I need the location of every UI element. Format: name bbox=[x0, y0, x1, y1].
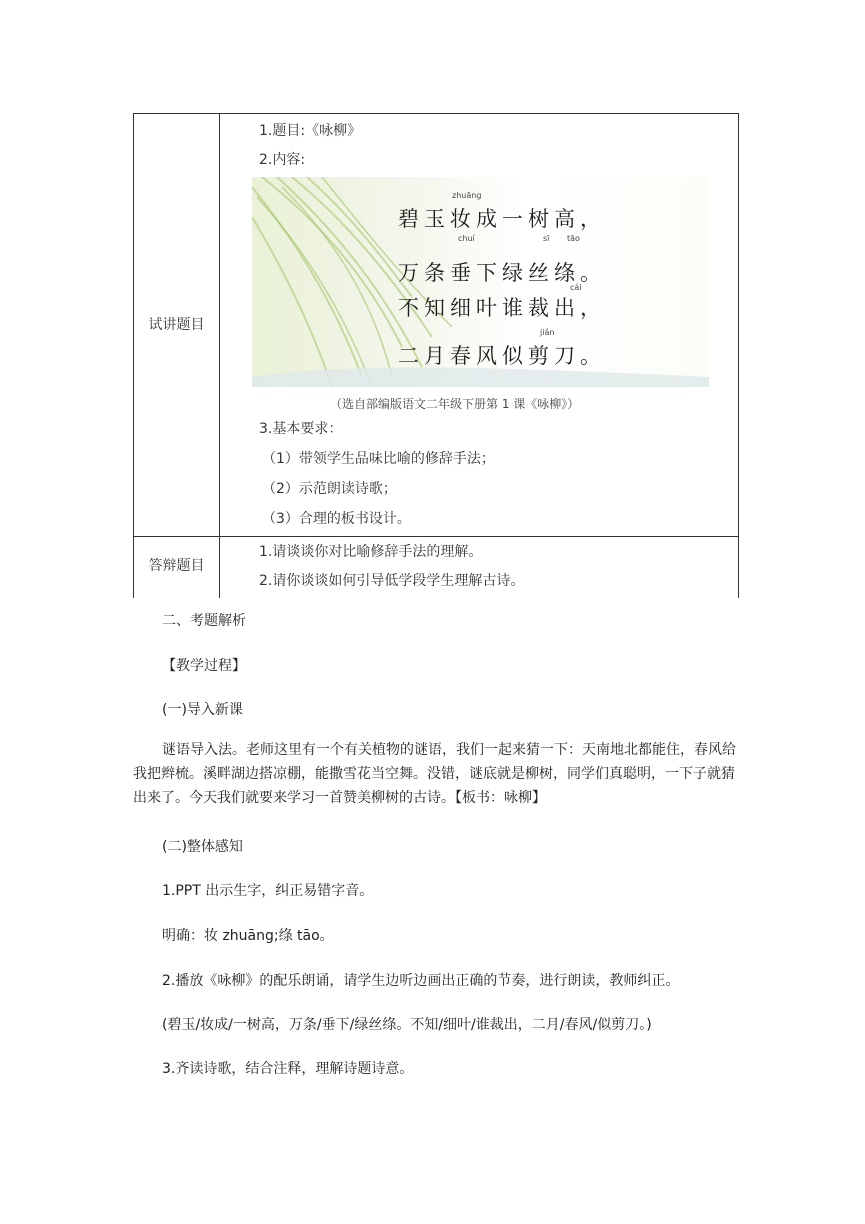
table-column-divider bbox=[219, 114, 220, 598]
step-2: 2.播放《咏柳》的配乐朗诵，请学生边听边画出正确的节奏，进行朗读，教师纠正。 bbox=[162, 973, 680, 989]
part2-title: (二)整体感知 bbox=[162, 839, 243, 855]
poem-line-2: 万条垂下绿丝绦。 bbox=[398, 261, 606, 285]
row-header-defense-topic: 答辩题目 bbox=[148, 558, 205, 574]
part1-paragraph: 谜语导入法。老师这里有一个有关植物的谜语，我们一起来猜一下：天南地北都能住，春风给我把辫梳。溪畔湖边搭凉棚，能撒雪花当空舞。没错，谜底就是柳树，同学们真聪明，一下子就猜出来了。今天我们就要来学习一首赞美柳树的古诗。【板书：咏柳】 bbox=[133, 742, 736, 806]
pinyin-chui: chuí bbox=[458, 234, 475, 243]
requirement-item: （2）示范朗读诗歌； bbox=[262, 481, 397, 497]
part1-title: (一)导入新课 bbox=[162, 702, 243, 718]
poem-line-4: 二月春风似剪刀。 bbox=[398, 344, 606, 368]
clarify-note: 明确：妆 zhuāng;绦 tāo。 bbox=[162, 928, 334, 944]
poem-line-1: 碧玉妆成一树高， bbox=[398, 207, 606, 231]
pinyin-zhuang: zhuāng bbox=[452, 191, 482, 200]
pinyin-si: sī bbox=[543, 234, 550, 243]
defense-question: 1.请谈谈你对比喻修辞手法的理解。 bbox=[259, 544, 483, 560]
table-row-divider bbox=[134, 536, 738, 537]
pinyin-tao: tāo bbox=[567, 234, 580, 243]
defense-question: 2.请你谈谈如何引导低学段学生理解古诗。 bbox=[259, 573, 525, 589]
pinyin-jian: jiǎn bbox=[540, 328, 555, 337]
rhythm-marking: (碧玉/妆成/一树高，万条/垂下/绿丝绦。不知/细叶/谁裁出，二月/春风/似剪刀。) bbox=[162, 1017, 652, 1033]
requirement-item: （3）合理的板书设计。 bbox=[262, 511, 411, 527]
poem-image bbox=[252, 177, 709, 387]
requirements-label: 3.基本要求： bbox=[259, 421, 343, 437]
requirement-item: （1）带领学生品味比喻的修辞手法； bbox=[262, 451, 495, 467]
topic-title: 1.题目:《咏柳》 bbox=[259, 123, 362, 139]
row-header-lecture-topic: 试讲题目 bbox=[148, 317, 205, 333]
poem-source-caption: （选自部编版语文二年级下册第 1 课《咏柳》） bbox=[330, 397, 580, 411]
section-title: 二、考题解析 bbox=[162, 613, 246, 629]
content-label: 2.内容: bbox=[259, 152, 306, 168]
step-1: 1.PPT 出示生字，纠正易错字音。 bbox=[162, 883, 374, 899]
teaching-process-heading: 【教学过程】 bbox=[162, 658, 246, 674]
step-3: 3.齐读诗歌，结合注释，理解诗题诗意。 bbox=[162, 1061, 414, 1077]
pinyin-cai: cái bbox=[570, 283, 582, 292]
poem-line-3: 不知细叶谁裁出， bbox=[398, 296, 606, 320]
